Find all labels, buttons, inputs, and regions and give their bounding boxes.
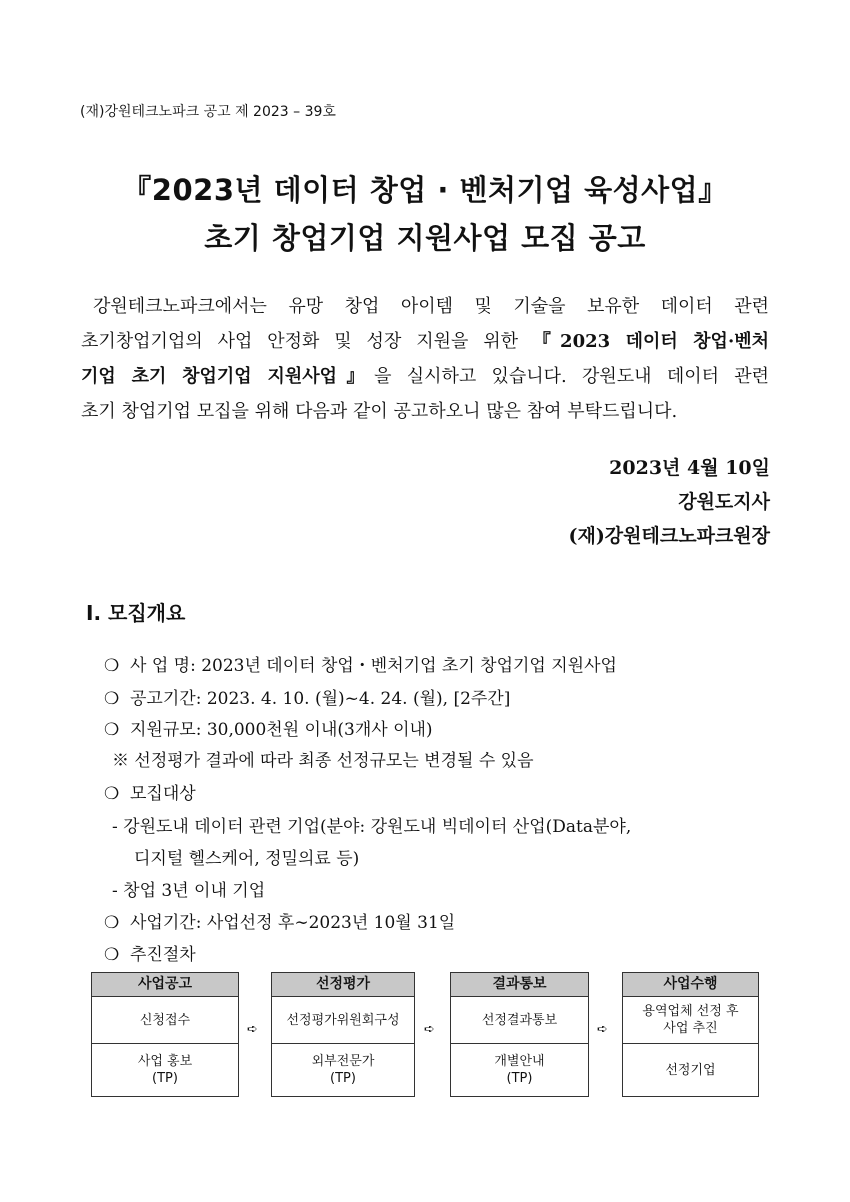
signer-technopark: (재)강원테크노파크원장 bbox=[568, 525, 770, 547]
scale-text: 지원규모: 30,000천원 이내(3개사 이내) bbox=[130, 720, 433, 740]
notice-number: (재)강원테크노파크 공고 제 2023 – 39호 bbox=[80, 104, 336, 120]
step-header: 사업공고 bbox=[92, 973, 238, 997]
circle-bullet-icon: ❍ bbox=[104, 945, 120, 965]
circle-bullet-icon: ❍ bbox=[104, 720, 120, 740]
target-detail-1-cont: 디지털 헬스케어, 정밀의료 등) bbox=[134, 849, 360, 869]
step-header: 결과통보 bbox=[451, 973, 588, 997]
step-owner-org: (TP) bbox=[152, 1071, 178, 1086]
step-task: 신청접수 bbox=[92, 997, 238, 1044]
step-owner: 선정기업 bbox=[665, 1062, 716, 1078]
intro-line-4: 초기 창업기업 모집을 위해 다음과 같이 공고하오니 많은 참여 부탁드립니다. bbox=[81, 401, 678, 422]
right-arrow-icon: ➪ bbox=[247, 1022, 258, 1037]
target-detail-2: - 창업 3년 이내 기업 bbox=[112, 881, 266, 901]
step-task-text: 용역업체 선정 후 bbox=[642, 1004, 739, 1019]
list-item-scale bbox=[104, 715, 433, 740]
intro-line-3-text: 을 실시하고 있습니다. 강원도내 데이터 관련 bbox=[374, 366, 769, 387]
step-owner-org: (TP) bbox=[330, 1071, 356, 1086]
circle-bullet-icon: ❍ bbox=[104, 689, 120, 709]
procedure-flow bbox=[0, 972, 850, 1097]
intro-line-3 bbox=[81, 359, 769, 394]
intro-project-name-part2: 기업 초기 창업기업 지원사업』 bbox=[81, 366, 375, 387]
circle-bullet-icon: ❍ bbox=[104, 656, 120, 676]
circle-bullet-icon: ❍ bbox=[104, 784, 120, 804]
page-title: 『2023년 데이터 창업 · 벤처기업 육성사업』 bbox=[122, 173, 728, 207]
intro-project-name-part1: 『2023 데이터 창업·벤처 bbox=[532, 331, 769, 352]
step-owner-org: (TP) bbox=[506, 1071, 533, 1086]
business-name-text: 사 업 명: 2023년 데이터 창업・벤처기업 초기 창업기업 지원사업 bbox=[130, 656, 617, 676]
right-arrow-icon: ➪ bbox=[424, 1022, 435, 1037]
step-box-execution bbox=[622, 972, 759, 1097]
step-owner-text: 외부전문가 bbox=[311, 1054, 375, 1069]
step-owner-text: 사업 홍보 bbox=[137, 1054, 193, 1069]
intro-line-2 bbox=[81, 324, 769, 359]
scale-note: ※ 선정평가 결과에 따라 최종 선정규모는 변경될 수 있음 bbox=[112, 751, 534, 771]
intro-line-1: 강원테크노파크에서는 유망 창업 아이템 및 기술을 보유한 데이터 관련 bbox=[93, 296, 769, 317]
list-item-period bbox=[104, 684, 510, 709]
target-detail-1: - 강원도내 데이터 관련 기업(분야: 강원도내 빅데이터 산업(Data분야, bbox=[112, 817, 632, 837]
list-item-business-name bbox=[104, 651, 617, 676]
section-heading: Ⅰ. 모집개요 bbox=[86, 601, 186, 625]
step-box-notification bbox=[450, 972, 589, 1097]
target-label: 모집대상 bbox=[130, 784, 196, 804]
page-subtitle: 초기 창업기업 지원사업 모집 공고 bbox=[204, 221, 646, 255]
step-owner bbox=[272, 1044, 414, 1096]
step-owner bbox=[451, 1044, 588, 1096]
intro-line-2-text: 초기창업기업의 사업 안정화 및 성장 지원을 위한 bbox=[81, 331, 533, 352]
step-task: 선정평가위원회구성 bbox=[272, 997, 414, 1044]
procedure-label: 추진절차 bbox=[130, 945, 196, 965]
period-text: 공고기간: 2023. 4. 10. (월)~4. 24. (월), [2주간] bbox=[130, 689, 511, 709]
intro-paragraph bbox=[81, 289, 769, 429]
step-owner-text: 개별안내 bbox=[494, 1054, 545, 1069]
right-arrow-icon: ➪ bbox=[597, 1022, 608, 1037]
biz-period-text: 사업기간: 사업선정 후∼2023년 10월 31일 bbox=[130, 913, 456, 933]
step-task bbox=[623, 997, 758, 1044]
list-item-target bbox=[104, 779, 196, 804]
step-box-announcement bbox=[91, 972, 239, 1097]
step-header: 선정평가 bbox=[272, 973, 414, 997]
circle-bullet-icon: ❍ bbox=[104, 913, 120, 933]
step-header: 사업수행 bbox=[623, 973, 758, 997]
list-item-procedure bbox=[104, 940, 196, 965]
step-owner bbox=[92, 1044, 238, 1096]
list-item-biz-period bbox=[104, 908, 455, 933]
notice-date: 2023년 4월 10일 bbox=[609, 457, 770, 479]
step-task-text-2: 사업 추진 bbox=[663, 1021, 718, 1036]
step-box-evaluation bbox=[271, 972, 415, 1097]
signer-governor: 강원도지사 bbox=[678, 491, 770, 513]
step-task: 선정결과통보 bbox=[451, 997, 588, 1044]
